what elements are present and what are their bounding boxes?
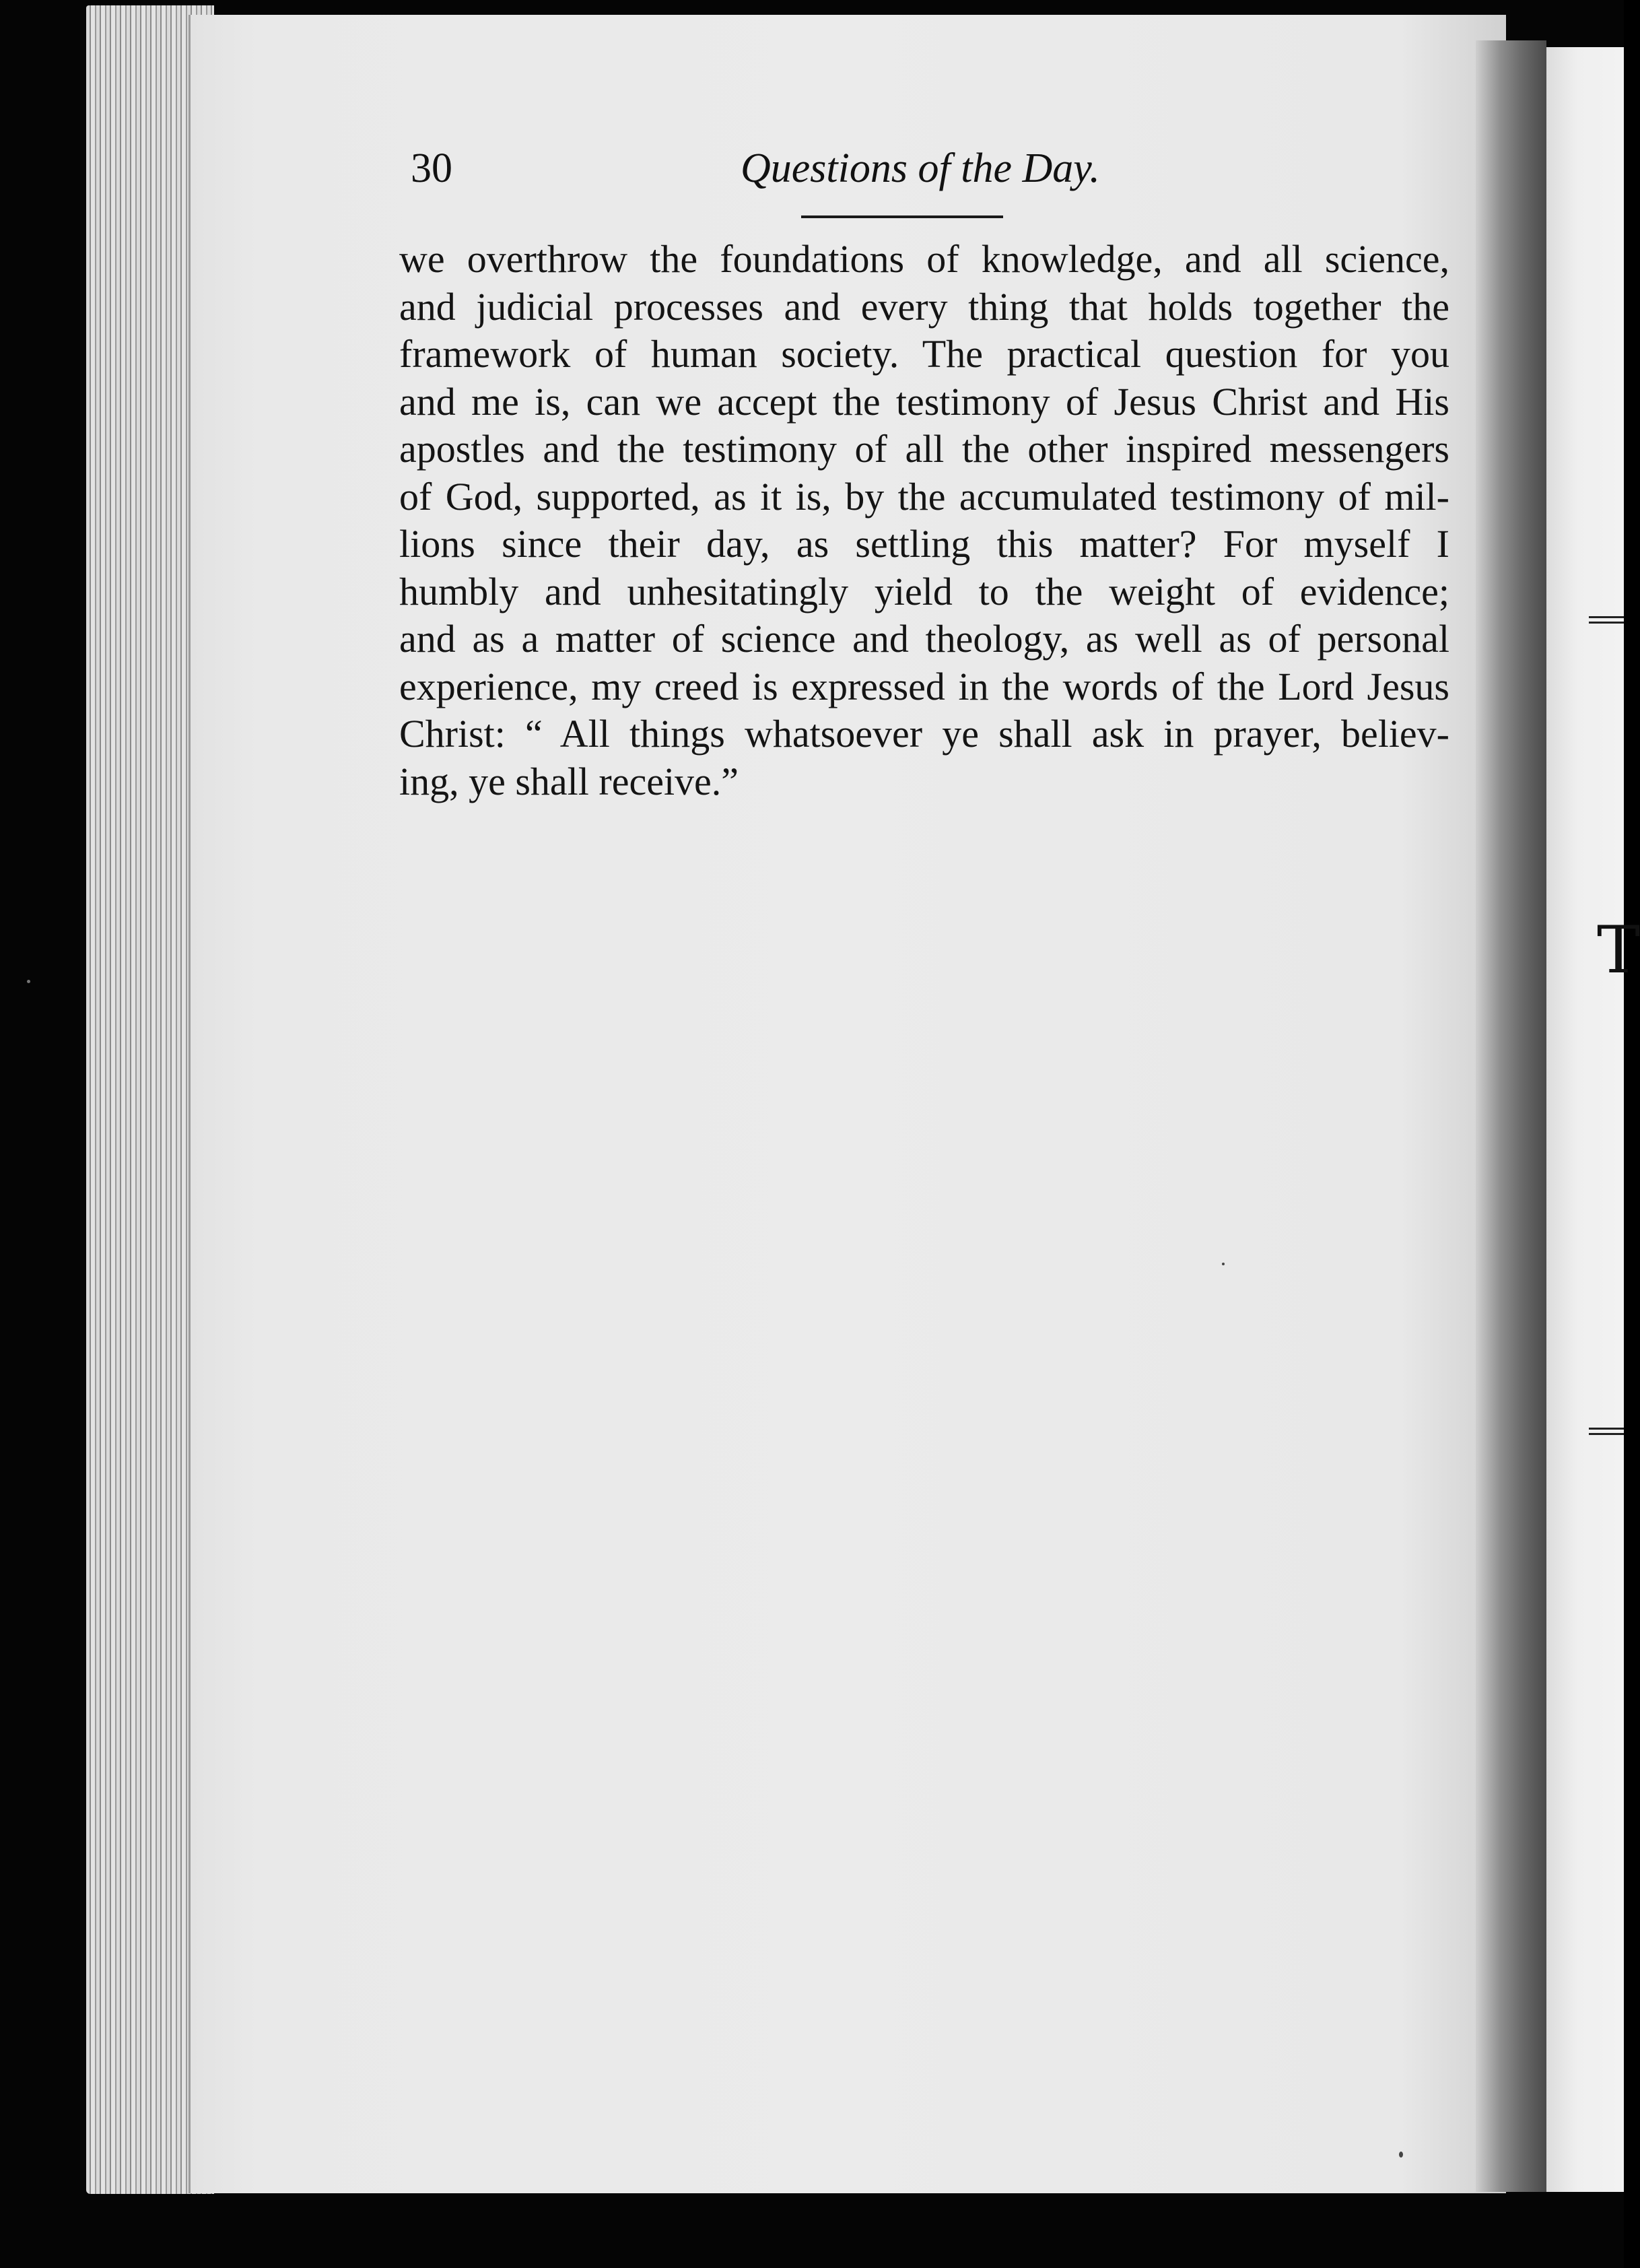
running-header xyxy=(404,138,1447,212)
next-page-rule-top xyxy=(1589,616,1624,624)
running-title: Questions of the Day. xyxy=(741,145,1100,191)
scan-speck xyxy=(1399,2152,1403,2158)
next-page-fragment xyxy=(1546,47,1624,2192)
text-line: Christ: “ All things whatsoever ye shall ask in prayer, believ- xyxy=(399,712,1449,756)
text-line: apostles and the testimony of all the other inspired messengers xyxy=(399,427,1449,471)
text-line: and as a matter of science and theology, as well as of personal xyxy=(399,617,1449,661)
body-paragraph xyxy=(399,236,1449,805)
text-line: we overthrow the foundations of knowledge, and all science, xyxy=(399,237,1449,281)
next-page-rule-bottom xyxy=(1589,1428,1624,1435)
text-line: experience, my creed is expressed in the words of the Lord Jesus xyxy=(399,664,1449,708)
scan-speck xyxy=(1222,1263,1225,1265)
text-line: framework of human society. The practical question for you xyxy=(399,332,1449,376)
page-number: 30 xyxy=(411,145,452,191)
text-line: and me is, can we accept the testimony of Jesus Christ and His xyxy=(399,379,1449,424)
text-line: ing, ye shall receive.” xyxy=(399,759,739,803)
scan-speck xyxy=(27,980,30,983)
text-line: and judicial processes and every thing that holds together the xyxy=(399,284,1449,329)
book-gutter-shadow xyxy=(1476,40,1546,2192)
text-line: humbly and unhesitatingly yield to the weight of evidence; xyxy=(399,569,1449,613)
text-line: of God, supported, as it is, by the accumulated testimony of mil- xyxy=(399,474,1449,519)
next-page-letter: T xyxy=(1597,912,1640,988)
header-rule xyxy=(801,215,1003,218)
text-line: lions since their day, as settling this matter? For myself I xyxy=(399,522,1449,566)
